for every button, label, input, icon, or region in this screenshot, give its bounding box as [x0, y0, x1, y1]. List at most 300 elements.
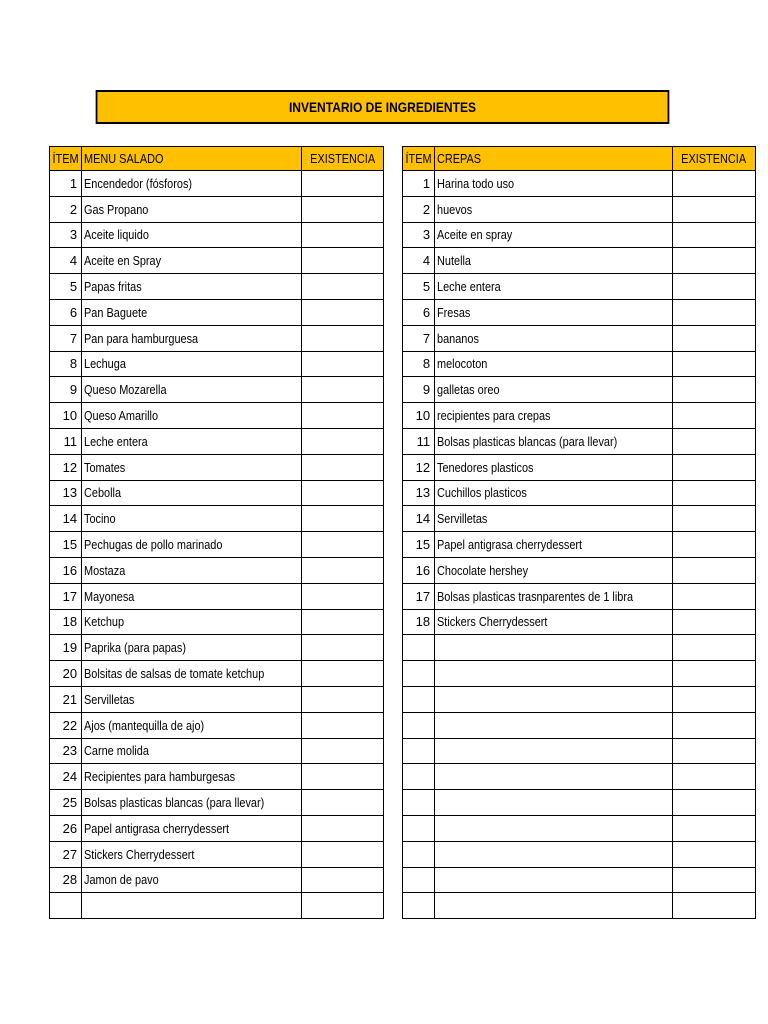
item-name-cell	[82, 815, 302, 841]
table-row	[50, 583, 384, 609]
item-number: 12	[415, 459, 431, 475]
item-number: 21	[62, 691, 78, 707]
table-row	[50, 790, 384, 816]
item-number: 9	[422, 382, 431, 398]
existencia-cell[interactable]	[301, 532, 383, 558]
item-number: 17	[415, 588, 431, 604]
existencia-cell[interactable]	[673, 377, 755, 403]
existencia-cell[interactable]	[673, 609, 755, 635]
item-number-cell	[50, 222, 82, 248]
item-name: Cebolla	[84, 485, 122, 501]
item-number: 25	[62, 795, 78, 811]
item-number-cell	[50, 351, 82, 377]
item-number-cell	[403, 480, 435, 506]
inventory-title-text: INVENTARIO DE INGREDIENTES	[288, 99, 477, 115]
item-name-cell	[82, 428, 302, 454]
item-number: 8	[422, 356, 431, 372]
item-name: Leche entera	[84, 433, 148, 449]
item-number: 4	[69, 253, 78, 269]
item-name-cell	[82, 325, 302, 351]
item-name-cell	[82, 712, 302, 738]
item-name-cell	[435, 738, 673, 764]
existencia-cell[interactable]	[301, 351, 383, 377]
item-number: 9	[69, 382, 78, 398]
item-name: Bolsas plasticas trasnparentes de 1 libra	[437, 588, 634, 604]
item-name-cell	[82, 274, 302, 300]
existencia-cell[interactable]	[673, 480, 755, 506]
table-row	[403, 635, 756, 661]
item-number: 2	[69, 201, 78, 217]
existencia-cell[interactable]	[301, 893, 383, 919]
menu-salado-table	[49, 146, 384, 919]
item-name-cell	[435, 661, 673, 687]
item-name-cell	[435, 686, 673, 712]
item-name: recipientes para crepas	[437, 408, 551, 424]
item-name-cell	[82, 480, 302, 506]
existencia-cell[interactable]	[301, 712, 383, 738]
item-number: 4	[422, 253, 431, 269]
existencia-cell[interactable]	[673, 893, 755, 919]
crepas-table	[402, 146, 756, 919]
item-name-cell	[82, 661, 302, 687]
table-row	[50, 325, 384, 351]
table-row	[403, 299, 756, 325]
item-name-cell	[82, 171, 302, 197]
item-name-cell	[435, 196, 673, 222]
table-row	[50, 841, 384, 867]
existencia-cell[interactable]	[673, 686, 755, 712]
existencia-cell[interactable]	[673, 583, 755, 609]
existencia-cell[interactable]	[673, 790, 755, 816]
item-name: bananos	[437, 330, 479, 346]
item-name-cell	[82, 196, 302, 222]
item-number-cell	[50, 532, 82, 558]
existencia-cell[interactable]	[673, 325, 755, 351]
table-row	[50, 893, 384, 919]
item-number: 10	[415, 408, 431, 424]
item-name: Gas Propano	[84, 201, 149, 217]
existencia-cell[interactable]	[301, 222, 383, 248]
item-number-cell	[50, 557, 82, 583]
existencia-cell[interactable]	[673, 867, 755, 893]
table-header-row	[403, 147, 756, 171]
item-name-cell	[82, 738, 302, 764]
existencia-cell[interactable]	[673, 815, 755, 841]
item-name-cell	[435, 377, 673, 403]
item-name-cell	[82, 609, 302, 635]
existencia-cell[interactable]	[301, 480, 383, 506]
item-number-cell	[403, 377, 435, 403]
item-name: Tocino	[84, 511, 116, 527]
item-number-cell	[50, 609, 82, 635]
item-number-cell	[403, 686, 435, 712]
item-number-cell	[403, 867, 435, 893]
header-existencia: EXISTENCIA	[673, 147, 755, 171]
item-name: Stickers Cherrydessert	[437, 614, 548, 630]
item-number-cell	[403, 274, 435, 300]
existencia-cell[interactable]	[673, 351, 755, 377]
table-row	[50, 815, 384, 841]
item-name-cell	[82, 790, 302, 816]
existencia-cell[interactable]	[301, 454, 383, 480]
existencia-cell[interactable]	[301, 403, 383, 429]
existencia-cell[interactable]	[673, 506, 755, 532]
item-number-cell	[50, 454, 82, 480]
item-name-cell	[435, 635, 673, 661]
header-item: ÍTEM	[403, 147, 435, 171]
header-existencia: EXISTENCIA	[301, 147, 383, 171]
table-row	[50, 454, 384, 480]
item-number-cell	[50, 841, 82, 867]
item-name: Leche entera	[437, 279, 501, 295]
existencia-cell[interactable]	[673, 661, 755, 687]
existencia-cell[interactable]	[301, 248, 383, 274]
existencia-cell[interactable]	[301, 738, 383, 764]
item-name-cell	[435, 532, 673, 558]
table-row	[403, 686, 756, 712]
item-number: 2	[422, 201, 431, 217]
item-number-cell	[403, 790, 435, 816]
item-number-cell	[403, 248, 435, 274]
item-number-cell	[403, 454, 435, 480]
item-number: 7	[69, 330, 78, 346]
existencia-cell[interactable]	[673, 635, 755, 661]
item-number-cell	[403, 635, 435, 661]
item-number-cell	[50, 377, 82, 403]
item-number: 13	[415, 485, 431, 501]
item-name-cell	[82, 454, 302, 480]
item-number: 14	[415, 511, 431, 527]
item-number-cell	[403, 171, 435, 197]
item-number-cell	[50, 325, 82, 351]
existencia-cell[interactable]	[301, 815, 383, 841]
item-number-cell	[50, 790, 82, 816]
item-number-cell	[50, 403, 82, 429]
item-name-cell	[435, 325, 673, 351]
item-name-cell	[435, 712, 673, 738]
item-name: Ketchup	[84, 614, 125, 630]
item-number: 20	[62, 666, 78, 682]
item-name-cell	[435, 790, 673, 816]
item-number: 5	[69, 279, 78, 295]
item-number: 18	[415, 614, 431, 630]
item-number-cell	[50, 686, 82, 712]
item-number: 12	[62, 459, 78, 475]
item-number-cell	[403, 222, 435, 248]
table-row	[403, 790, 756, 816]
item-name-cell	[82, 248, 302, 274]
table-row	[403, 893, 756, 919]
item-name: Recipientes para hamburgesas	[84, 769, 236, 785]
item-number-cell	[403, 609, 435, 635]
item-name: Aceite en spray	[437, 227, 513, 243]
item-name-cell	[82, 893, 302, 919]
item-name: Chocolate hershey	[437, 562, 529, 578]
item-name: Papel antigrasa cherrydessert	[437, 537, 583, 553]
header-item: ÍTEM	[50, 147, 82, 171]
item-name-cell	[82, 841, 302, 867]
existencia-cell[interactable]	[673, 274, 755, 300]
table-row	[50, 532, 384, 558]
table-row	[50, 196, 384, 222]
item-number-cell	[403, 893, 435, 919]
item-number: 23	[62, 743, 78, 759]
item-name: Aceite liquido	[84, 227, 150, 243]
item-number-cell	[403, 428, 435, 454]
item-name: Lechuga	[84, 356, 126, 372]
table-row	[403, 274, 756, 300]
item-name: Pechugas de pollo marinado	[84, 537, 223, 553]
item-number-cell	[50, 738, 82, 764]
item-number: 16	[415, 562, 431, 578]
existencia-cell[interactable]	[301, 764, 383, 790]
item-number-cell	[50, 661, 82, 687]
item-number-cell	[403, 325, 435, 351]
item-number-cell	[50, 712, 82, 738]
item-number-cell	[403, 557, 435, 583]
existencia-cell[interactable]	[673, 557, 755, 583]
item-number: 15	[415, 537, 431, 553]
item-name: Encendedor (fósforos)	[84, 175, 193, 191]
item-number-cell	[50, 196, 82, 222]
item-name: Mayonesa	[84, 588, 135, 604]
existencia-cell[interactable]	[673, 532, 755, 558]
item-name-cell	[435, 480, 673, 506]
table-row	[50, 609, 384, 635]
item-name-cell	[82, 532, 302, 558]
item-name: Jamon de pavo	[84, 872, 159, 888]
table-row	[50, 661, 384, 687]
table-row	[403, 196, 756, 222]
item-name: Tenedores plasticos	[437, 459, 534, 475]
table-row	[403, 506, 756, 532]
existencia-cell[interactable]	[673, 841, 755, 867]
item-number-cell	[50, 764, 82, 790]
table-row	[50, 248, 384, 274]
table-row	[403, 377, 756, 403]
item-name-cell	[435, 815, 673, 841]
item-number: 19	[62, 640, 78, 656]
header-crepas: CREPAS	[435, 147, 673, 171]
table-row	[50, 171, 384, 197]
item-number: 27	[62, 846, 78, 862]
item-name: Tomates	[84, 459, 126, 475]
table-row	[403, 841, 756, 867]
item-name-cell	[82, 635, 302, 661]
item-number: 1	[422, 175, 431, 191]
item-number: 26	[62, 820, 78, 836]
item-number-cell	[50, 867, 82, 893]
item-name-cell	[435, 583, 673, 609]
item-number: 13	[62, 485, 78, 501]
item-name-cell	[435, 841, 673, 867]
item-name: galletas oreo	[437, 382, 500, 398]
item-number-cell	[50, 248, 82, 274]
existencia-cell[interactable]	[673, 428, 755, 454]
item-name-cell	[82, 403, 302, 429]
existencia-cell[interactable]	[301, 867, 383, 893]
item-number: 15	[62, 537, 78, 553]
table-row	[403, 248, 756, 274]
item-name: Harina todo uso	[437, 175, 515, 191]
existencia-cell[interactable]	[301, 583, 383, 609]
item-name: Bolsas plasticas blancas (para llevar)	[437, 433, 618, 449]
item-number-cell	[50, 171, 82, 197]
item-number-cell	[403, 583, 435, 609]
item-number: 16	[62, 562, 78, 578]
item-name-cell	[82, 686, 302, 712]
existencia-cell[interactable]	[301, 171, 383, 197]
item-number: 24	[62, 769, 78, 785]
table-row	[403, 609, 756, 635]
table-row	[403, 532, 756, 558]
table-row	[50, 377, 384, 403]
existencia-cell[interactable]	[673, 196, 755, 222]
table-row	[50, 403, 384, 429]
item-name-cell	[435, 454, 673, 480]
item-name: melocoton	[437, 356, 488, 372]
item-number-cell	[403, 712, 435, 738]
existencia-cell[interactable]	[301, 635, 383, 661]
table-row	[50, 274, 384, 300]
item-name-cell	[82, 377, 302, 403]
item-name: Pan para hamburguesa	[84, 330, 199, 346]
existencia-cell[interactable]	[673, 738, 755, 764]
existencia-cell[interactable]	[673, 171, 755, 197]
item-name: Pan Baguete	[84, 304, 148, 320]
item-name-cell	[82, 351, 302, 377]
item-name-cell	[82, 557, 302, 583]
existencia-cell[interactable]	[301, 274, 383, 300]
item-number-cell	[403, 738, 435, 764]
item-number: 11	[63, 433, 78, 449]
existencia-cell[interactable]	[673, 712, 755, 738]
item-name: Queso Amarillo	[84, 408, 159, 424]
item-number-cell	[403, 532, 435, 558]
existencia-cell[interactable]	[301, 506, 383, 532]
table-row	[403, 557, 756, 583]
item-name: Servilletas	[437, 511, 488, 527]
item-number: 28	[62, 872, 78, 888]
existencia-cell[interactable]	[301, 790, 383, 816]
item-number-cell	[50, 506, 82, 532]
table-row	[403, 428, 756, 454]
table-row	[403, 583, 756, 609]
item-number: 17	[62, 588, 78, 604]
item-number: 3	[69, 227, 78, 243]
table-row	[403, 738, 756, 764]
item-name-cell	[435, 171, 673, 197]
item-number: 10	[62, 408, 78, 424]
item-number-cell	[50, 583, 82, 609]
existencia-cell[interactable]	[301, 196, 383, 222]
item-name-cell	[435, 506, 673, 532]
item-number-cell	[50, 893, 82, 919]
item-number-cell	[50, 635, 82, 661]
table-row	[403, 661, 756, 687]
existencia-cell[interactable]	[673, 403, 755, 429]
existencia-cell[interactable]	[301, 377, 383, 403]
item-name-cell	[435, 299, 673, 325]
item-number-cell	[403, 815, 435, 841]
existencia-cell[interactable]	[301, 299, 383, 325]
item-number: 11	[416, 433, 431, 449]
item-number-cell	[50, 480, 82, 506]
table-row	[50, 764, 384, 790]
item-number-cell	[403, 299, 435, 325]
table-row	[50, 712, 384, 738]
item-number-cell	[50, 274, 82, 300]
item-name: Cuchillos plasticos	[437, 485, 527, 501]
existencia-cell[interactable]	[301, 609, 383, 635]
existencia-cell[interactable]	[673, 299, 755, 325]
item-name-cell	[435, 609, 673, 635]
table-row	[403, 480, 756, 506]
existencia-cell[interactable]	[301, 557, 383, 583]
table-row	[50, 299, 384, 325]
item-number-cell	[403, 506, 435, 532]
table-row	[50, 428, 384, 454]
existencia-cell[interactable]	[301, 686, 383, 712]
item-name: Queso Mozarella	[84, 382, 167, 398]
item-name-cell	[435, 403, 673, 429]
item-number-cell	[403, 351, 435, 377]
existencia-cell[interactable]	[673, 222, 755, 248]
item-name-cell	[82, 506, 302, 532]
existencia-cell[interactable]	[301, 661, 383, 687]
item-name: Stickers Cherrydessert	[84, 846, 195, 862]
table-row	[403, 171, 756, 197]
item-number: 1	[69, 175, 78, 191]
item-name-cell	[435, 867, 673, 893]
existencia-cell[interactable]	[673, 454, 755, 480]
item-name-cell	[82, 583, 302, 609]
item-number: 8	[69, 356, 78, 372]
table-row	[50, 686, 384, 712]
item-number: 7	[422, 330, 431, 346]
item-name-cell	[435, 557, 673, 583]
item-number: 14	[62, 511, 78, 527]
item-name: Carne molida	[84, 743, 150, 759]
existencia-cell[interactable]	[301, 841, 383, 867]
item-name-cell	[435, 351, 673, 377]
table-row	[50, 557, 384, 583]
table-row	[50, 480, 384, 506]
existencia-cell[interactable]	[301, 428, 383, 454]
item-name-cell	[82, 299, 302, 325]
item-name: Papel antigrasa cherrydessert	[84, 820, 230, 836]
existencia-cell[interactable]	[301, 325, 383, 351]
item-number-cell	[403, 764, 435, 790]
item-name: Bolsitas de salsas de tomate ketchup	[84, 666, 265, 682]
item-number-cell	[403, 841, 435, 867]
existencia-cell[interactable]	[673, 764, 755, 790]
item-number: 22	[62, 717, 78, 733]
existencia-cell[interactable]	[673, 248, 755, 274]
item-name-cell	[435, 274, 673, 300]
item-name-cell	[82, 764, 302, 790]
table-row	[403, 867, 756, 893]
item-number: 6	[422, 304, 431, 320]
item-name: Ajos (mantequilla de ajo)	[84, 717, 205, 733]
item-number: 18	[62, 614, 78, 630]
item-number-cell	[403, 196, 435, 222]
item-name-cell	[435, 764, 673, 790]
item-name-cell	[435, 248, 673, 274]
item-name: Fresas	[437, 304, 471, 320]
table-row	[403, 815, 756, 841]
table-row	[50, 506, 384, 532]
